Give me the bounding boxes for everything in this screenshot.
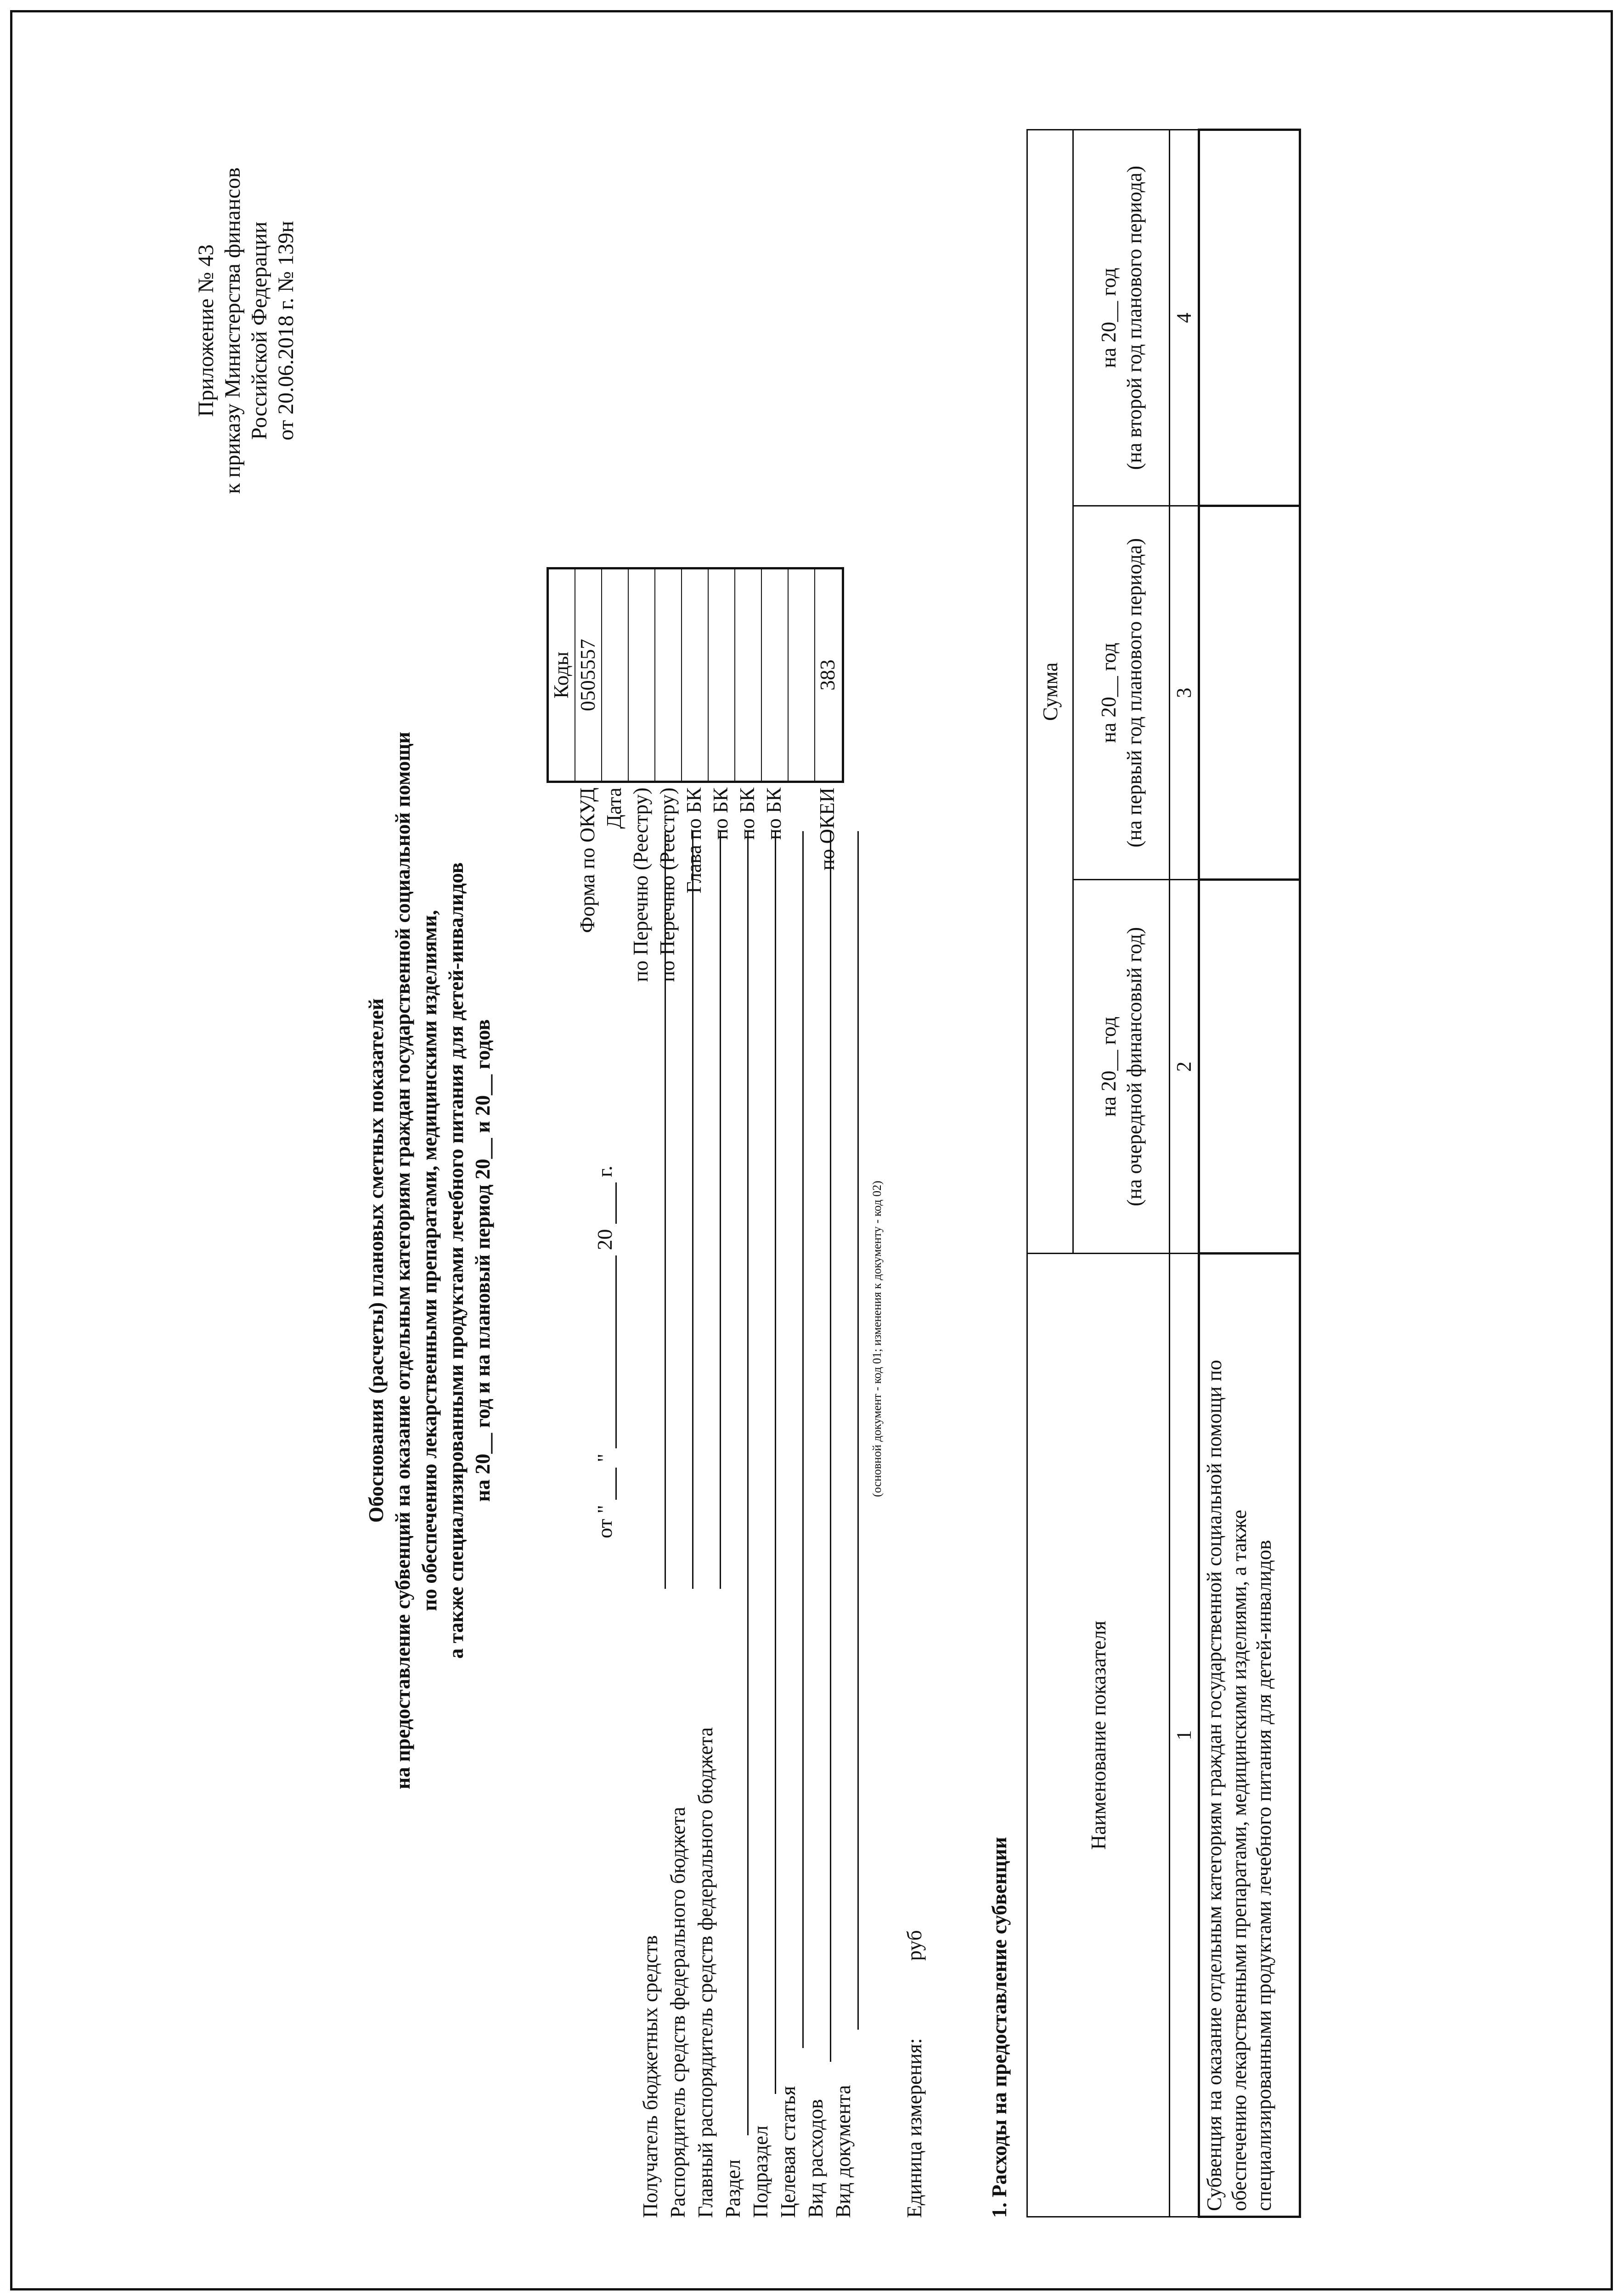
column-number-3: 3 bbox=[1170, 506, 1199, 880]
code-labels bbox=[574, 788, 840, 1201]
code-label-date: Дата bbox=[603, 788, 626, 829]
date-prefix: от " bbox=[593, 1505, 616, 1538]
code-value-blank[interactable] bbox=[789, 569, 815, 781]
field-section: Раздел bbox=[721, 2159, 744, 2218]
field-target-article: Целевая статья bbox=[777, 2086, 800, 2218]
day-blank[interactable] bbox=[597, 1468, 617, 1500]
appendix-block bbox=[193, 124, 299, 537]
date-quote: " bbox=[593, 1453, 616, 1463]
field-expense-type: Вид расходов bbox=[804, 2099, 827, 2218]
title-line-4: а также специализированными продуктами лечебного питания для детей-инвалидов bbox=[445, 862, 468, 1659]
column-header-indicator: Наименование показателя bbox=[1027, 1254, 1170, 2217]
sum-plan-year-2-cell[interactable] bbox=[1199, 130, 1300, 506]
column-number-row bbox=[1170, 130, 1199, 2217]
month-blank[interactable] bbox=[597, 1255, 617, 1448]
field-recipient: Получатель бюджетных средств bbox=[639, 1935, 662, 2218]
appendix-order: к приказу Министерства финансов Российской Федерации bbox=[220, 167, 271, 494]
plan-year-2-line-2: (на второй год планового периода) bbox=[1122, 165, 1146, 470]
column-number-4: 4 bbox=[1170, 130, 1199, 506]
column-header-sum: Сумма bbox=[1027, 130, 1073, 1254]
section-title: 1. Расходы на предоставление субвенции bbox=[988, 1837, 1011, 2218]
title-line-3: по обеспечению лекарственными препаратами, медицинскими изделиями, bbox=[418, 910, 441, 1611]
column-number-2: 2 bbox=[1170, 880, 1199, 1254]
code-label-registry-2: по Перечню (Реестру) bbox=[656, 788, 679, 982]
column-header-plan-year-1 bbox=[1073, 506, 1170, 880]
sum-next-year-cell[interactable] bbox=[1199, 880, 1300, 1254]
field-chief-manager: Главный распорядитель средств федерального бюджета bbox=[694, 1727, 717, 2218]
codes-header: Коды bbox=[549, 569, 575, 781]
code-label-okei: по ОКЕИ bbox=[816, 788, 839, 871]
date-suffix: г. bbox=[593, 1165, 616, 1177]
plan-year-1-line-2: (на первый год планового периода) bbox=[1122, 538, 1146, 848]
table-row bbox=[1199, 130, 1300, 2217]
column-header-next-year bbox=[1073, 880, 1170, 1254]
indicator-line-3: специализированными продуктами лечебного питания для детей-инвалидов bbox=[1252, 1540, 1275, 2211]
document-type-note: (основной документ - код 01; изменения к документу - код 02) bbox=[870, 1181, 884, 1497]
sum-plan-year-1-cell[interactable] bbox=[1199, 506, 1300, 880]
next-year-line-2: (на очередной финансовый год) bbox=[1122, 927, 1146, 1206]
code-label-blank bbox=[787, 788, 814, 1201]
field-document-type: Вид документа bbox=[832, 2085, 855, 2218]
code-label-bk-2: по БК bbox=[736, 788, 759, 840]
code-label-bk-3: по БК bbox=[762, 788, 785, 840]
subsidy-expenses-table bbox=[1026, 129, 1301, 2218]
code-value-okei[interactable]: 383 bbox=[816, 659, 839, 691]
code-label-registry-1: по Перечню (Реестру) bbox=[629, 788, 652, 982]
code-value-bk-3[interactable] bbox=[762, 569, 789, 781]
indicator-cell bbox=[1199, 1254, 1300, 2217]
indicator-line-1: Субвенция на оказание отдельным категориям граждан государственной социальной помощи по bbox=[1203, 1360, 1226, 2211]
unit-of-measure bbox=[902, 1930, 926, 2218]
code-value-registry-1[interactable] bbox=[629, 569, 655, 781]
date-year: 20 bbox=[593, 1229, 616, 1250]
title-line-1: Обоснования (расчеты) плановых сметных показателей bbox=[365, 998, 388, 1523]
field-manager: Распорядитель средств федерального бюджета bbox=[666, 1806, 689, 2218]
code-label-bk-1: по БК bbox=[709, 788, 732, 840]
rotated-form-page bbox=[46, 115, 1488, 2236]
plan-year-2-line-1: на 20__ год bbox=[1097, 268, 1120, 368]
code-label-chapter-bk: Глава по БК bbox=[682, 788, 705, 894]
code-value-okud[interactable]: 0505557 bbox=[575, 569, 602, 781]
code-value-chapter-bk[interactable] bbox=[682, 569, 709, 781]
field-subsection: Подраздел bbox=[749, 2125, 772, 2218]
title-line-2: на предоставление субвенций на оказание отдельным категориям граждан государственной социальной помощи bbox=[391, 732, 414, 1790]
title-line-5: на 20__ год и на плановый период 20__ и 20__ годов bbox=[471, 1019, 494, 1502]
appendix-number: Приложение № 43 bbox=[194, 244, 218, 417]
indicator-line-2: обеспечению лекарственными препаратами, медицинскими изделиями, а также bbox=[1228, 1509, 1251, 2211]
codes-table bbox=[547, 567, 844, 783]
code-label-okud: Форма по ОКУД bbox=[576, 788, 599, 933]
plan-year-1-line-1: на 20__ год bbox=[1097, 642, 1120, 743]
code-value-bk-2[interactable] bbox=[735, 569, 762, 781]
next-year-line-1: на 20__ год bbox=[1097, 1016, 1120, 1117]
code-value-date[interactable] bbox=[602, 569, 629, 781]
unit-label: Единица измерения: bbox=[903, 2038, 926, 2218]
appendix-date: от 20.06.2018 г. № 139н bbox=[274, 220, 298, 441]
document-title bbox=[363, 468, 496, 2053]
code-value-bk-1[interactable] bbox=[709, 569, 735, 781]
column-header-plan-year-2 bbox=[1073, 130, 1170, 506]
unit-value: руб bbox=[903, 1930, 926, 1961]
table-header-row-1 bbox=[1027, 130, 1073, 2217]
column-number-1: 1 bbox=[1170, 1254, 1199, 2217]
code-value-registry-2[interactable] bbox=[655, 569, 682, 781]
